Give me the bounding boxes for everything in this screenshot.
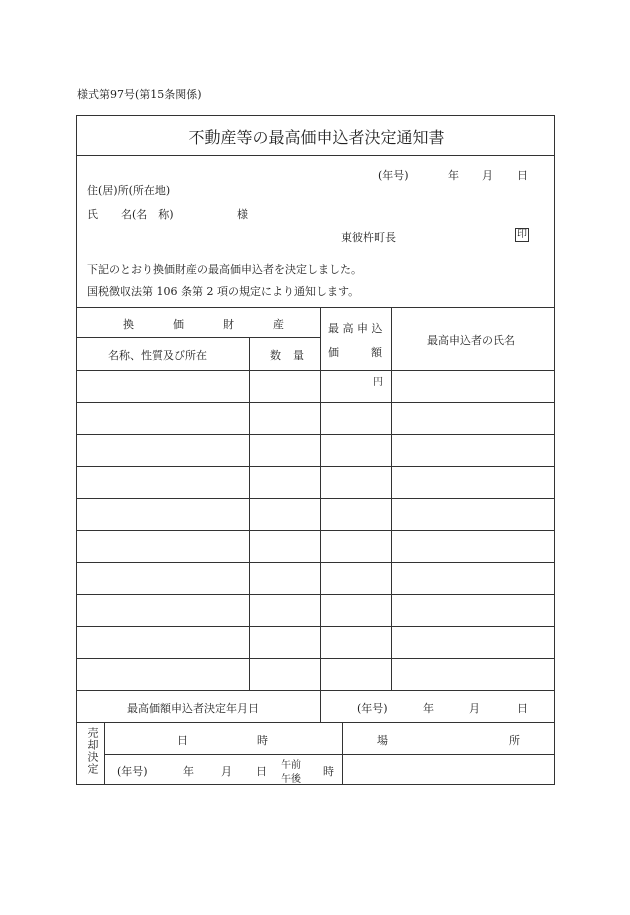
issuer-title: 東彼杵町長 [341,231,396,244]
decision-month: 月 [469,702,480,715]
rule-row-1 [77,370,554,371]
rule-row-2 [77,402,554,403]
decision-date-label: 最高価額申込者決定年月日 [127,702,259,715]
date-day: 日 [517,169,528,182]
honorific: 様 [237,208,248,221]
notice-form [76,115,555,785]
vrule-qty-price [320,307,321,722]
rule-row-3 [77,434,554,435]
property-header-1: 換 [123,318,134,331]
rule-sale-mid [104,754,554,755]
column-bidder-name: 最高申込者の氏名 [427,334,515,347]
column-quantity-2: 量 [293,349,304,362]
vrule-sale-side [104,722,105,784]
sale-place-label-1: 場 [377,734,388,747]
sale-hour: 時 [323,765,334,778]
rule-row-6 [77,530,554,531]
vrule-sale-place [342,722,343,784]
sale-day: 日 [256,765,267,778]
rule-row-5 [77,498,554,499]
property-header-2: 価 [173,318,184,331]
sale-pm: 午後 [281,774,301,785]
date-era: (年号) [378,169,409,182]
sale-month: 月 [221,765,232,778]
rule-header [77,307,554,308]
column-quantity-1: 数 [270,349,281,362]
sale-place-label-2: 所 [509,734,520,747]
address-label: 住(居)所(所在地) [87,184,171,197]
property-header-3: 財 [223,318,234,331]
rule-subheader [77,337,320,338]
date-month: 月 [482,169,493,182]
notice-text-line-2: 国税徴収法第 106 条第 2 項の規定により通知します。 [87,285,360,298]
column-highest-bid-2a: 価 [328,346,339,359]
sale-decision-side-label: 売却決定 [86,727,99,775]
name-label: 氏 [87,208,98,221]
decision-year: 年 [423,702,434,715]
vrule-price-bidder [391,307,392,690]
property-header-4: 産 [273,318,284,331]
yen-unit: 円 [373,377,383,388]
rule-decision [77,690,554,691]
sale-time-label: 時 [257,734,268,747]
decision-day: 日 [517,702,528,715]
form-number-label: 様式第97号(第15条関係) [77,88,202,101]
decision-era: (年号) [357,702,388,715]
column-highest-bid-2b: 額 [371,346,382,359]
sale-am: 午前 [281,760,301,771]
column-name-nature-location: 名称、性質及び所在 [108,349,207,362]
column-highest-bid-1: 最 高 申 込 [328,322,383,335]
rule-title [77,155,554,156]
name-label-rest: 名(名 称) [121,208,174,221]
rule-row-8 [77,594,554,595]
rule-row-10 [77,658,554,659]
rule-row-7 [77,562,554,563]
rule-row-4 [77,466,554,467]
notice-text-line-1: 下記のとおり換価財産の最高価申込者を決定しました。 [87,263,362,276]
rule-sale-top [77,722,554,723]
seal-stamp-box: 印 [517,229,527,240]
sale-era: (年号) [117,765,148,778]
sale-date-label: 日 [177,734,188,747]
rule-row-9 [77,626,554,627]
sale-year: 年 [183,765,194,778]
page-title: 不動産等の最高価申込者決定通知書 [188,128,445,147]
date-year: 年 [448,169,459,182]
vrule-name-qty [249,337,250,690]
